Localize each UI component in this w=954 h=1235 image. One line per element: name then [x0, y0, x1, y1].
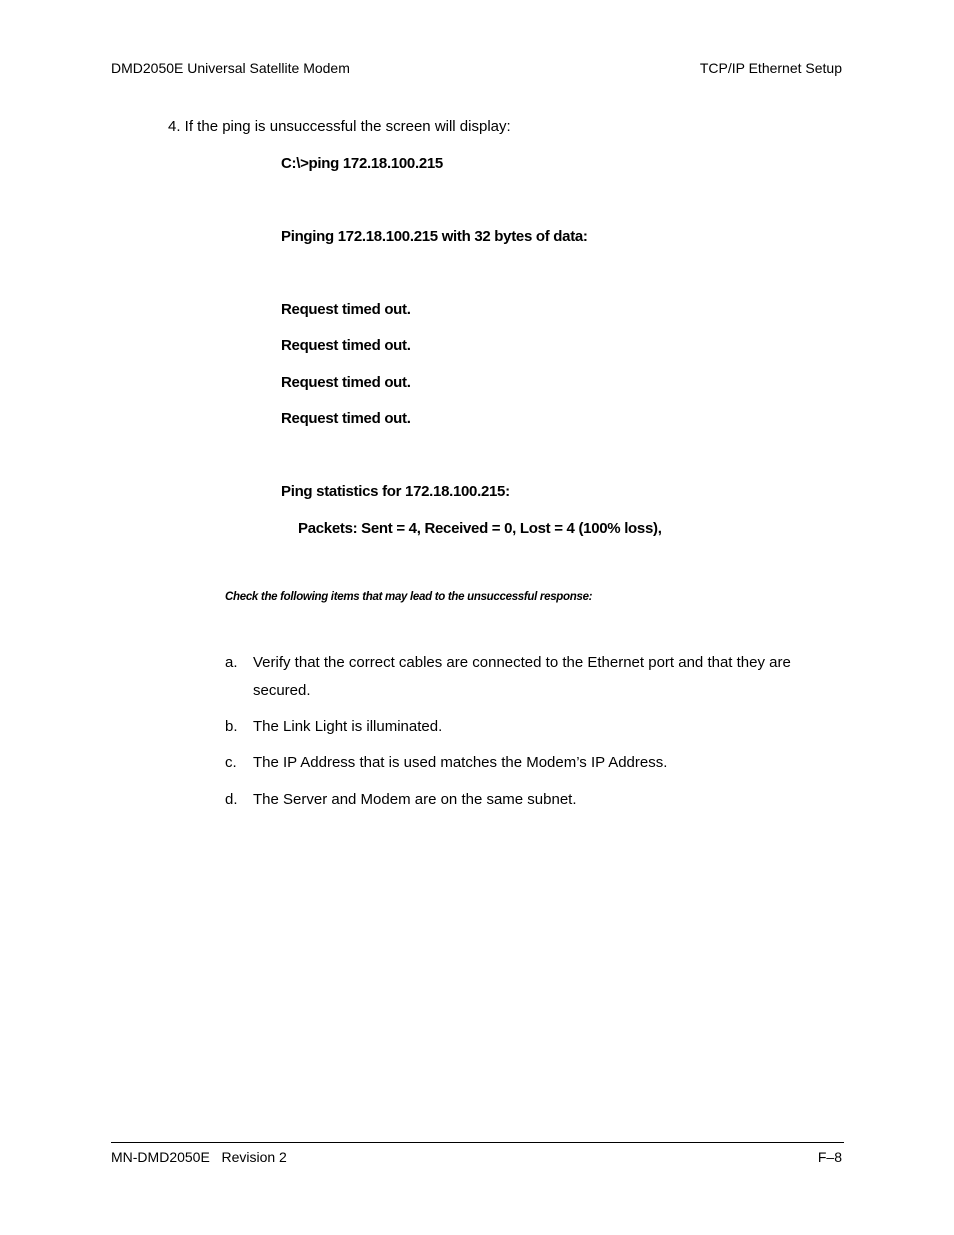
header-section-title: TCP/IP Ethernet Setup: [699, 60, 842, 76]
checklist-item-letter: b.: [225, 718, 238, 735]
console-timeout-line: Request timed out.: [281, 301, 411, 318]
checklist-item-text: Verify that the correct cables are connected to the Ethernet port and that they are: [253, 654, 791, 671]
console-timeout-line: Request timed out.: [281, 374, 411, 391]
footer-manual-revision: MN-DMD2050E Revision 2: [111, 1149, 287, 1165]
console-pinging-line: Pinging 172.18.100.215 with 32 bytes of data:: [281, 228, 588, 245]
checklist-item-text: The Server and Modem are on the same subnet.: [253, 791, 577, 808]
console-command: C:\>ping 172.18.100.215: [281, 155, 443, 172]
step-4-text: 4. If the ping is unsuccessful the screen will display:: [168, 118, 511, 135]
footer-page-number: F–8: [817, 1149, 842, 1165]
console-timeout-line: Request timed out.: [281, 337, 411, 354]
checklist-item-text-continued: secured.: [253, 682, 311, 699]
console-stats-packets: Packets: Sent = 4, Received = 0, Lost = 4 (100% loss),: [298, 520, 662, 537]
checklist-item-letter: d.: [225, 791, 238, 808]
console-timeout-line: Request timed out.: [281, 410, 411, 427]
console-stats-title: Ping statistics for 172.18.100.215:: [281, 483, 510, 500]
footer-divider: [111, 1142, 844, 1143]
header-document-title: DMD2050E Universal Satellite Modem: [111, 60, 350, 76]
checklist-item-text: The IP Address that is used matches the Modem’s IP Address.: [253, 754, 668, 771]
checklist-item-letter: c.: [225, 754, 237, 771]
checklist-item-letter: a.: [225, 654, 238, 671]
troubleshooting-note: Check the following items that may lead to the unsuccessful response:: [225, 591, 593, 603]
checklist-item-text: The Link Light is illuminated.: [253, 718, 443, 735]
